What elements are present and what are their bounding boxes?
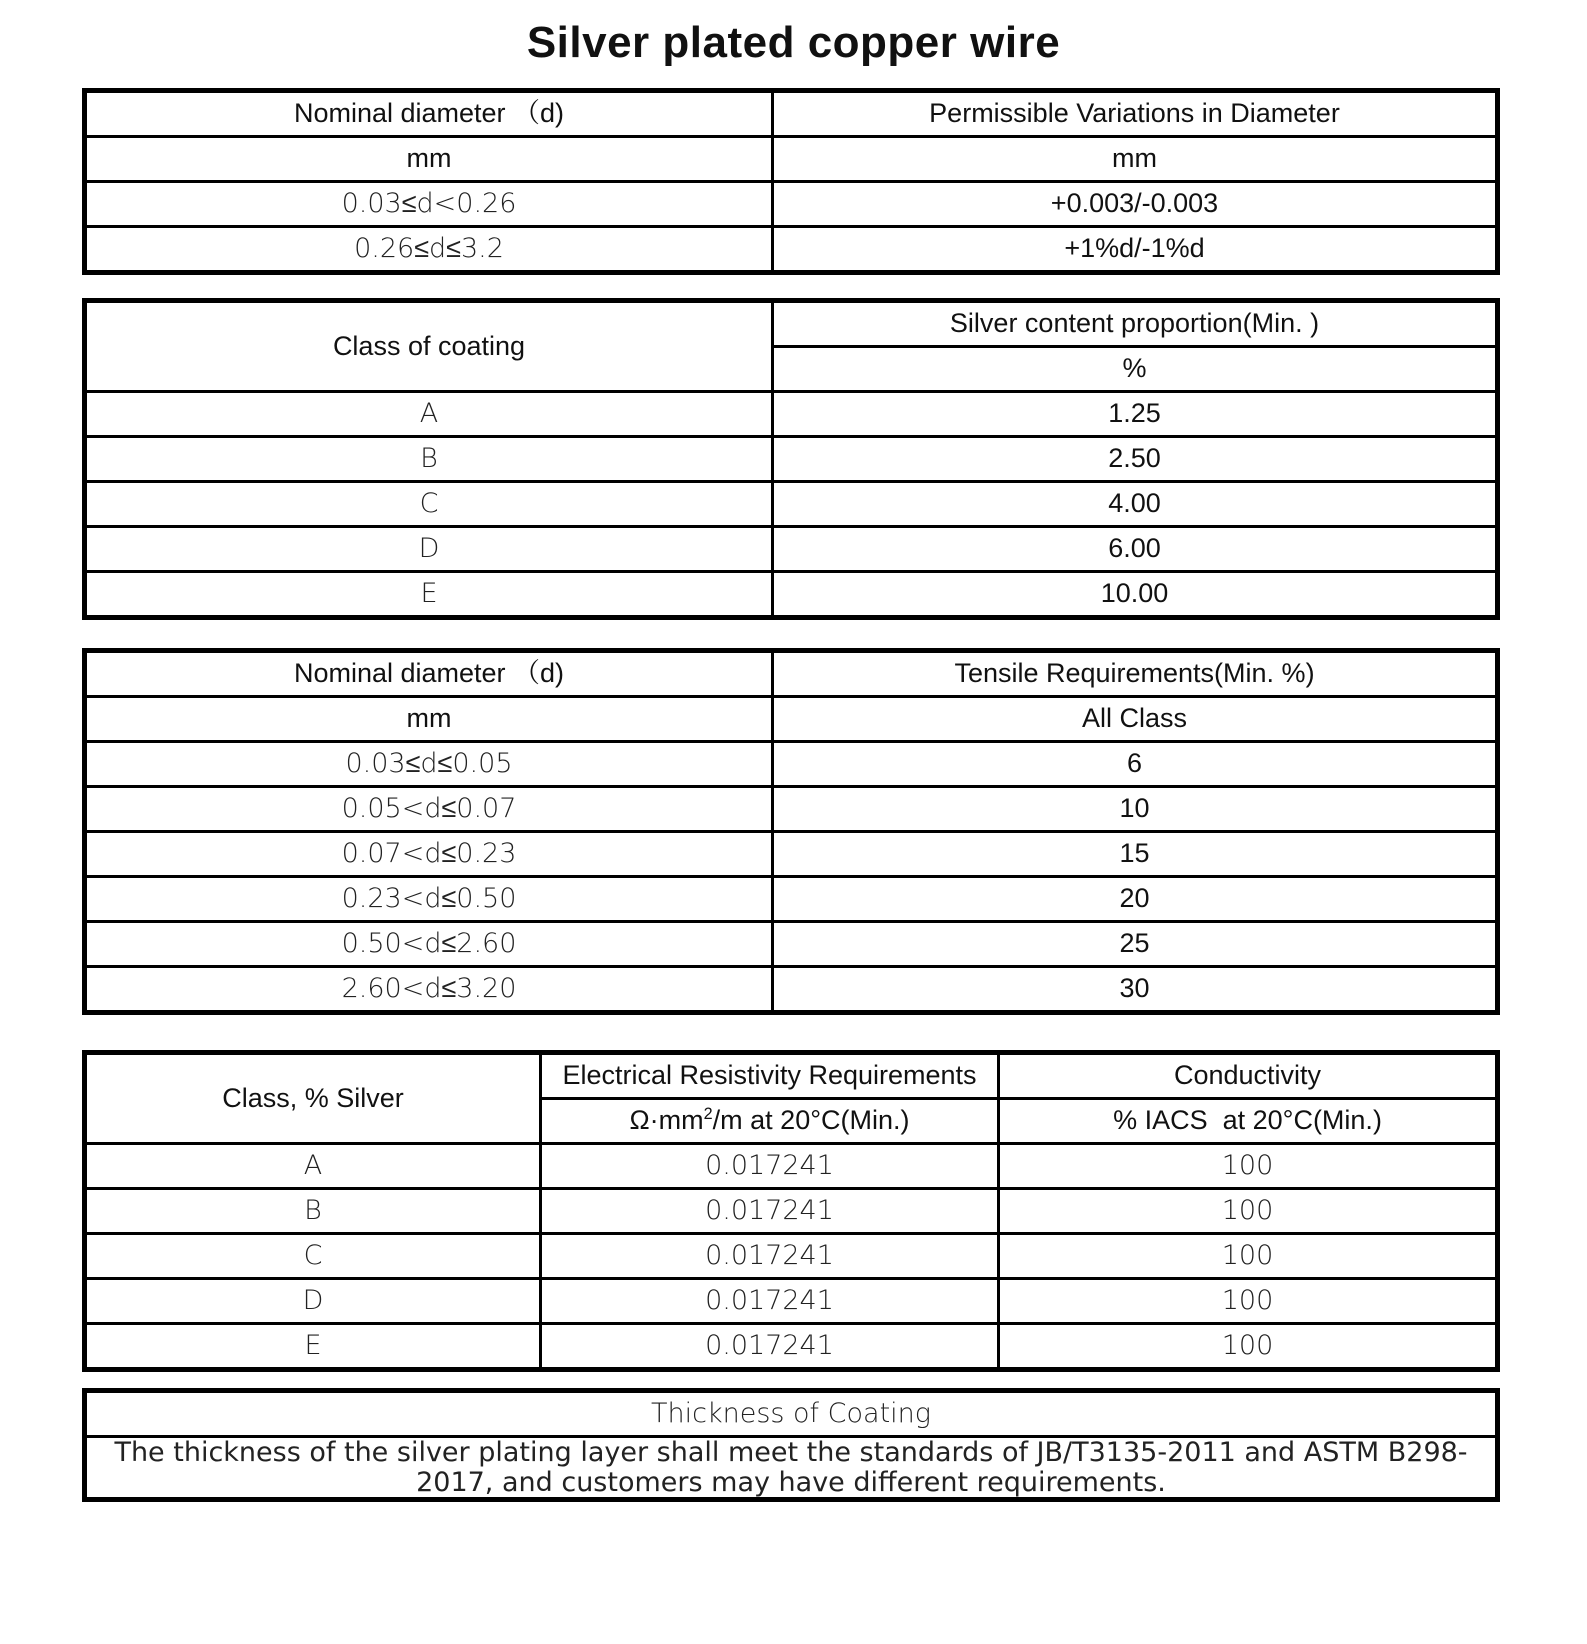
class-cell: E [85,572,773,618]
diameter-range-cell: 0.03≤d<0.26 [85,182,773,227]
table-row [85,1189,1498,1234]
unit-cell [541,1099,999,1144]
tensile-cell: 30 [773,967,1498,1013]
table-row [85,1279,1498,1324]
table-row [85,1144,1498,1189]
coating-thickness-table [82,1388,1500,1502]
diameter-range-cell: 0.07<d≤0.23 [85,832,773,877]
conductivity-cell: 100 [999,1144,1498,1189]
diameter-range-cell: 0.26≤d≤3.2 [85,227,773,273]
class-cell: D [85,527,773,572]
class-cell: A [85,1144,541,1189]
table-unit-row [85,697,1498,742]
column-header: Permissible Variations in Diameter [773,91,1498,137]
unit-cell: % IACS at 20°C(Min.) [999,1099,1498,1144]
class-cell: E [85,1324,541,1370]
table-row [85,1234,1498,1279]
table-unit-row [85,137,1498,182]
diameter-range-cell: 2.60<d≤3.20 [85,967,773,1013]
unit-cell: mm [85,137,773,182]
resistivity-cell: 0.017241 [541,1234,999,1279]
table-header-row [85,1391,1498,1437]
table-row [85,392,1498,437]
tensile-cell: 15 [773,832,1498,877]
class-cell: D [85,1279,541,1324]
table-row [85,1324,1498,1370]
class-cell: B [85,437,773,482]
column-header: Conductivity [999,1053,1498,1099]
table-header-row [85,301,1498,347]
column-header: Nominal diameter （d) [85,91,773,137]
tensile-cell: 10 [773,787,1498,832]
column-header: Class, % Silver [85,1053,541,1144]
electrical-requirements-table [82,1050,1500,1372]
silver-content-cell: 2.50 [773,437,1498,482]
table-row [85,482,1498,527]
diameter-range-cell: 0.50<d≤2.60 [85,922,773,967]
diameter-range-cell: 0.23<d≤0.50 [85,877,773,922]
conductivity-cell: 100 [999,1324,1498,1370]
table-row [85,1437,1498,1500]
tensile-cell: 25 [773,922,1498,967]
table-header-row [85,91,1498,137]
table-row [85,967,1498,1013]
unit-cell: % [773,347,1498,392]
resistivity-cell: 0.017241 [541,1144,999,1189]
conductivity-cell: 100 [999,1279,1498,1324]
silver-content-cell: 4.00 [773,482,1498,527]
resistivity-cell: 0.017241 [541,1189,999,1234]
silver-content-cell: 10.00 [773,572,1498,618]
table-row [85,527,1498,572]
table-row [85,437,1498,482]
variation-cell: +1%d/-1%d [773,227,1498,273]
table-row [85,227,1498,273]
table-row [85,787,1498,832]
table-header-row [85,1053,1498,1099]
diameter-range-cell: 0.05<d≤0.07 [85,787,773,832]
table-row [85,877,1498,922]
class-cell: A [85,392,773,437]
tensile-requirements-table [82,648,1500,1015]
diameter-range-cell: 0.03≤d≤0.05 [85,742,773,787]
resistivity-cell: 0.017241 [541,1279,999,1324]
table-row [85,742,1498,787]
column-header: Electrical Resistivity Requirements [541,1053,999,1099]
resistivity-unit-suffix: /m at 20°C(Min.) [712,1105,910,1136]
unit-cell: All Class [773,697,1498,742]
thickness-note: The thickness of the silver plating layer shall meet the standards of JB/T3135-2011 and ASTM B298-2017, and customers may have different requirements. [85,1437,1498,1500]
silver-content-cell: 6.00 [773,527,1498,572]
table-row [85,922,1498,967]
diameter-tolerance-table [82,88,1500,275]
variation-cell: +0.003/-0.003 [773,182,1498,227]
tensile-cell: 20 [773,877,1498,922]
column-header: Class of coating [85,301,773,392]
unit-cell: mm [773,137,1498,182]
table-header-row [85,651,1498,697]
conductivity-cell: 100 [999,1189,1498,1234]
class-cell: C [85,482,773,527]
resistivity-unit-superscript: 2 [703,1105,713,1124]
column-header: Thickness of Coating [85,1391,1498,1437]
resistivity-cell: 0.017241 [541,1324,999,1370]
silver-content-cell: 1.25 [773,392,1498,437]
coating-class-table [82,298,1500,620]
class-cell: B [85,1189,541,1234]
table-row [85,832,1498,877]
column-header: Nominal diameter （d) [85,651,773,697]
conductivity-cell: 100 [999,1234,1498,1279]
table-row [85,182,1498,227]
resistivity-unit-prefix: Ω·mm [629,1105,704,1136]
tensile-cell: 6 [773,742,1498,787]
table-row [85,572,1498,618]
page-title: Silver plated copper wire [526,18,1061,67]
column-header: Tensile Requirements(Min. %) [773,651,1498,697]
column-header: Silver content proportion(Min. ) [773,301,1498,347]
unit-cell: mm [85,697,773,742]
class-cell: C [85,1234,541,1279]
